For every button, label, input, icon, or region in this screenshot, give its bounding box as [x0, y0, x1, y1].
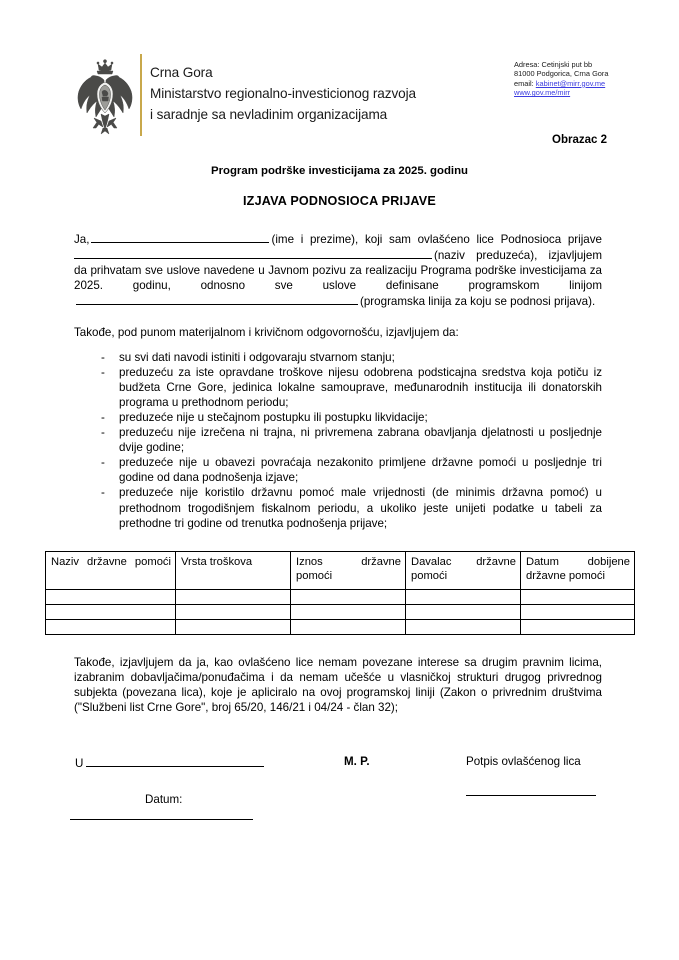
bullet-dash: -	[101, 365, 105, 379]
intro-text-2: (ime i prezime), koji sam ovlašćeno lice Podnosioca prijave	[271, 233, 602, 246]
date-label: Datum:	[145, 793, 183, 806]
bullet-dash: -	[101, 486, 105, 500]
list-item-text: preduzeće nije u obavezi povraćaja nezakonito primljene državne pomoći u posljednje tri godine od dana podnošenja izjave;	[119, 456, 602, 485]
responsibility-statement: Takođe, pod punom materijalnom i krivičnom odgovornošću, izjavljujem da:	[74, 326, 459, 340]
montenegro-coat-of-arms-icon	[76, 58, 134, 138]
table-header-label: Davalac državne pomoći	[411, 556, 516, 582]
ministry-name-line-2: i saradnje sa nevladinim organizacijama	[150, 107, 388, 122]
table-header-label: Vrsta troškova	[181, 556, 253, 568]
ministry-name-line-1: Ministarstvo regionalno-investicionog razvoja	[150, 86, 416, 101]
table-header-label: Naziv državne pomoći	[51, 556, 171, 568]
table-cell[interactable]	[176, 590, 291, 605]
bullet-dash: -	[101, 350, 105, 364]
place-fill-line[interactable]	[86, 755, 264, 767]
table-cell[interactable]	[406, 590, 521, 605]
list-item	[74, 425, 602, 455]
list-item-text: preduzeću za iste opravdane troškove nijesu odobrena podsticajna sredstva koja potiču iz budžeta Crne Gore, jedinica lokalne samouprave, međunarodnih institucija ili donatorskih programa u prethodnom periodu;	[119, 365, 602, 409]
list-item-text: preduzeće nije u stečajnom postupku ili postupku likvidacije;	[119, 410, 428, 424]
table-body	[46, 590, 635, 635]
list-item	[74, 455, 602, 485]
table-cell[interactable]	[291, 620, 406, 635]
table-cell[interactable]	[291, 590, 406, 605]
table-header-row	[46, 552, 635, 590]
table-row	[46, 590, 635, 605]
document-header	[0, 52, 679, 147]
table-header-cell	[406, 552, 521, 590]
bullet-dash: -	[101, 426, 105, 440]
state-aid-table	[45, 551, 635, 635]
bullet-dash: -	[101, 410, 105, 424]
place-field	[75, 755, 264, 770]
declaration-bullet-list	[74, 350, 602, 531]
intro-text-4: (programska linija za koju se podnosi prijava).	[360, 295, 596, 309]
list-item-text: su svi dati navodi istiniti i odgovaraju stvarnom stanju;	[119, 350, 395, 364]
table-cell[interactable]	[46, 620, 176, 635]
list-item-text: preduzeće nije koristilo državnu pomoć male vrijednosti (de minimis državna pomoć) u prethodnom trogodišnjem fiskalnom periodu, a ukoliko jeste unijeti podatke u tabeli za prethodne tri godine od trenutka podnošenja prijave;	[119, 486, 602, 530]
intro-paragraph	[74, 231, 602, 309]
place-label: U	[75, 757, 84, 770]
table-header-label: Datum dobijene državne pomoći	[526, 556, 630, 582]
declaration-body	[74, 231, 602, 531]
signature-block	[0, 755, 679, 875]
table-cell[interactable]	[521, 605, 635, 620]
table-cell[interactable]	[406, 620, 521, 635]
closing-section	[74, 655, 602, 715]
table-cell[interactable]	[176, 605, 291, 620]
signature-label: Potpis ovlašćenog lica	[466, 755, 581, 768]
ministry-titles	[150, 52, 500, 125]
email-link[interactable]: kabinet@mirr.gov.me	[535, 78, 606, 88]
table-cell[interactable]	[521, 590, 635, 605]
signature-fill-line[interactable]	[466, 795, 596, 796]
table-cell[interactable]	[406, 605, 521, 620]
header-divider	[140, 54, 142, 136]
date-fill-line[interactable]	[70, 819, 253, 820]
closing-paragraph: Takođe, izjavljujem da ja, kao ovlašćeno lice nemam povezane interese sa drugim pravnim licima, izabranim dobavljačima/ponuđačima i da nemam učešće u vlasničkoj strukturi drugog privrednog subjekta (povezana lica), koje je apliciralo na ovoj programskoj liniji (Zakon o privrednim društvima ("Službeni list Crne Gore", broj 65/20, 146/21 i 04/24 - član 32);	[74, 656, 602, 715]
form-number: Obrazac 2	[552, 134, 607, 146]
table-header-cell	[291, 552, 406, 590]
list-item	[74, 485, 602, 530]
seal-label: M. P.	[344, 755, 370, 768]
email-row	[514, 79, 664, 88]
table-header-cell	[521, 552, 635, 590]
list-item	[74, 350, 602, 365]
website-link[interactable]: www.gov.me/mirr	[514, 88, 571, 98]
list-item-text: preduzeću nije izrečena ni trajna, ni privremena zabrana obavljanja djelatnosti u posljednje dvije godine;	[119, 426, 602, 455]
bullet-dash: -	[101, 456, 105, 470]
program-line-fill[interactable]	[76, 293, 358, 305]
table-header-cell	[46, 552, 176, 590]
intro-text-3: (naziv preduzeća), izjavljujem da prihvatam sve uslove navedene u Javnom pozivu za realizaciju Programa podrške investicijama za 2025. godinu, odnosno sve uslove definisane programskom linijom	[74, 249, 602, 293]
address-line-1: Adresa: Cetinjski put bb	[514, 60, 593, 69]
table-cell[interactable]	[46, 605, 176, 620]
address-block	[514, 60, 664, 98]
table-header-label: Iznos državne pomoći	[296, 556, 401, 582]
table-cell[interactable]	[46, 590, 176, 605]
address-line-2: 81000 Podgorica, Crna Gora	[514, 69, 609, 79]
list-item	[74, 410, 602, 425]
email-label: email:	[514, 78, 534, 88]
list-item	[74, 365, 602, 410]
table-row	[46, 605, 635, 620]
intro-text-1: Ja,	[74, 233, 90, 246]
table-cell[interactable]	[521, 620, 635, 635]
program-title: Program podrške investicijama za 2025. godinu	[210, 165, 468, 177]
name-fill-line[interactable]	[91, 231, 269, 243]
document-title: IZJAVA PODNOSIOCA PRIJAVE	[242, 194, 436, 208]
country-name: Crna Gora	[150, 65, 213, 80]
table-row	[46, 620, 635, 635]
table-cell[interactable]	[176, 620, 291, 635]
table-header-cell	[176, 552, 291, 590]
company-fill-line[interactable]	[74, 247, 432, 259]
table-cell[interactable]	[291, 605, 406, 620]
